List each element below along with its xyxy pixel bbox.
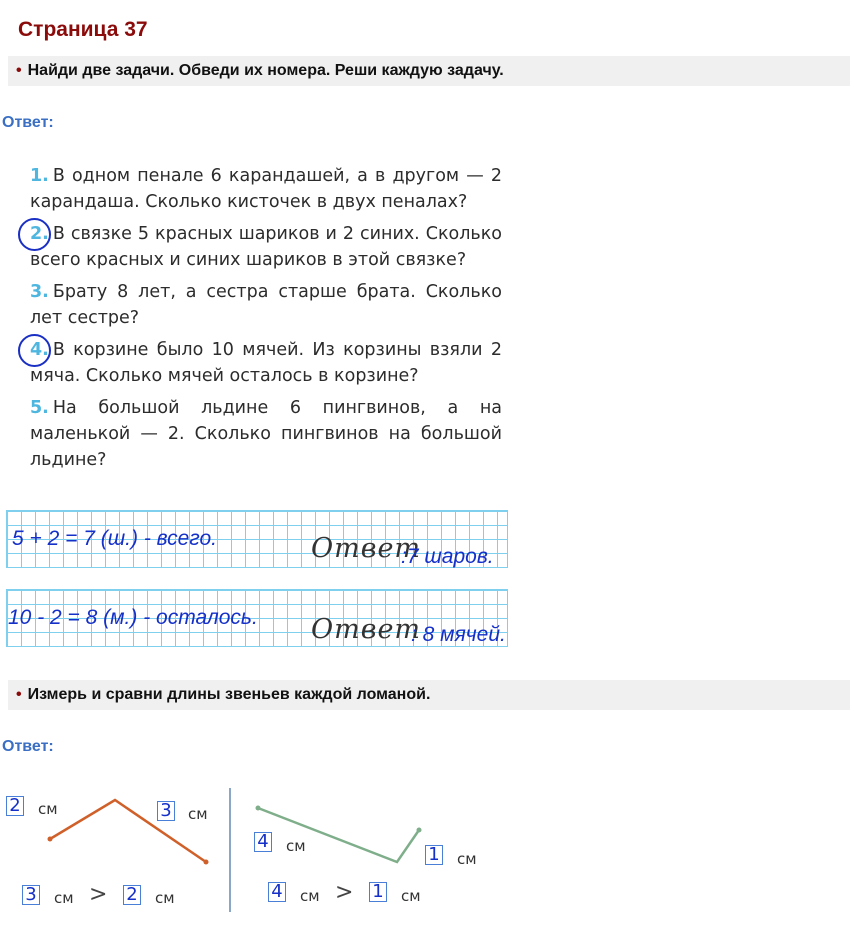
compare-box: 2 — [123, 885, 141, 905]
unit-label: см — [286, 837, 306, 855]
unit-label: см — [300, 887, 320, 905]
problem-2 — [20, 221, 502, 273]
solution-grid-1 — [6, 510, 508, 568]
unit-label: см — [54, 889, 74, 907]
answer-word: Ответ — [311, 614, 422, 645]
measure-box: 3 — [157, 801, 175, 821]
unit-label: см — [188, 805, 208, 823]
answer-label-2: Ответ: — [2, 738, 54, 755]
problem-4 — [20, 337, 502, 389]
problem-text: В одном пенале 6 карандашей, а в другом — 2 карандаша. Сколько кисточек в двух пеналах? — [30, 166, 502, 212]
polyline-1-end-point — [204, 860, 209, 865]
unit-label: см — [38, 800, 58, 818]
solution-grid-2 — [6, 589, 508, 647]
problem-number: 2. — [30, 224, 49, 244]
task-2-instruction — [8, 680, 850, 710]
problem-text: В корзине было 10 мячей. Из корзины взяли 2 мяча. Сколько мячей осталось в корзине? — [30, 340, 502, 386]
polyline-1 — [50, 800, 206, 862]
measure-box: 4 — [254, 832, 272, 852]
problem-number: 4. — [30, 340, 49, 360]
circled-number-mark — [18, 218, 51, 251]
compare-box: 4 — [268, 882, 286, 902]
bullet-icon: • — [16, 686, 22, 703]
polyline-2-end-point — [417, 828, 422, 833]
solution-equation: 10 - 2 = 8 (м.) - осталось. — [8, 606, 258, 629]
answer-label-1: Ответ: — [2, 114, 54, 131]
vertical-divider — [229, 788, 231, 912]
circled-number-mark — [18, 334, 51, 367]
answer-value: : 8 мячей. — [411, 623, 506, 646]
unit-label: см — [155, 889, 175, 907]
greater-sign: > — [335, 880, 354, 905]
problem-list — [20, 163, 502, 479]
problem-number: 1. — [30, 166, 49, 186]
measure-box: 1 — [425, 845, 443, 865]
task-1-instruction — [8, 56, 850, 86]
bullet-icon: • — [16, 62, 22, 79]
problem-text: Брату 8 лет, а сестра старше брата. Сколько лет сестре? — [30, 282, 502, 328]
page-title: Страница 37 — [18, 18, 148, 41]
problem-text: На большой льдине 6 пингвинов, а на маленькой — 2. Сколько пингвинов на большой льдине? — [30, 398, 502, 470]
polyline-1-end-point — [48, 837, 53, 842]
compare-box: 3 — [22, 885, 40, 905]
unit-label: см — [457, 850, 477, 868]
polyline-2-end-point — [256, 806, 261, 811]
polyline-2 — [258, 808, 419, 862]
unit-label: см — [401, 887, 421, 905]
measure-box: 2 — [6, 796, 24, 816]
problem-1 — [20, 163, 502, 215]
task-1-text: Найди две задачи. Обведи их номера. Реши каждую задачу. — [27, 62, 504, 79]
problem-text: В связке 5 красных шариков и 2 синих. Сколько всего красных и синих шариков в этой связке? — [30, 224, 502, 270]
solution-equation: 5 + 2 = 7 (ш.) - всего. — [12, 527, 217, 550]
compare-box: 1 — [369, 882, 387, 902]
greater-sign: > — [89, 882, 108, 907]
answer-value: :7 шаров. — [401, 545, 494, 568]
problem-3 — [20, 279, 502, 331]
task-2-text: Измерь и сравни длины звеньев каждой ломаной. — [27, 686, 431, 703]
problem-number: 3. — [30, 282, 49, 302]
problem-5 — [20, 395, 502, 473]
answer-word: Ответ — [311, 533, 422, 564]
problem-number: 5. — [30, 398, 49, 418]
